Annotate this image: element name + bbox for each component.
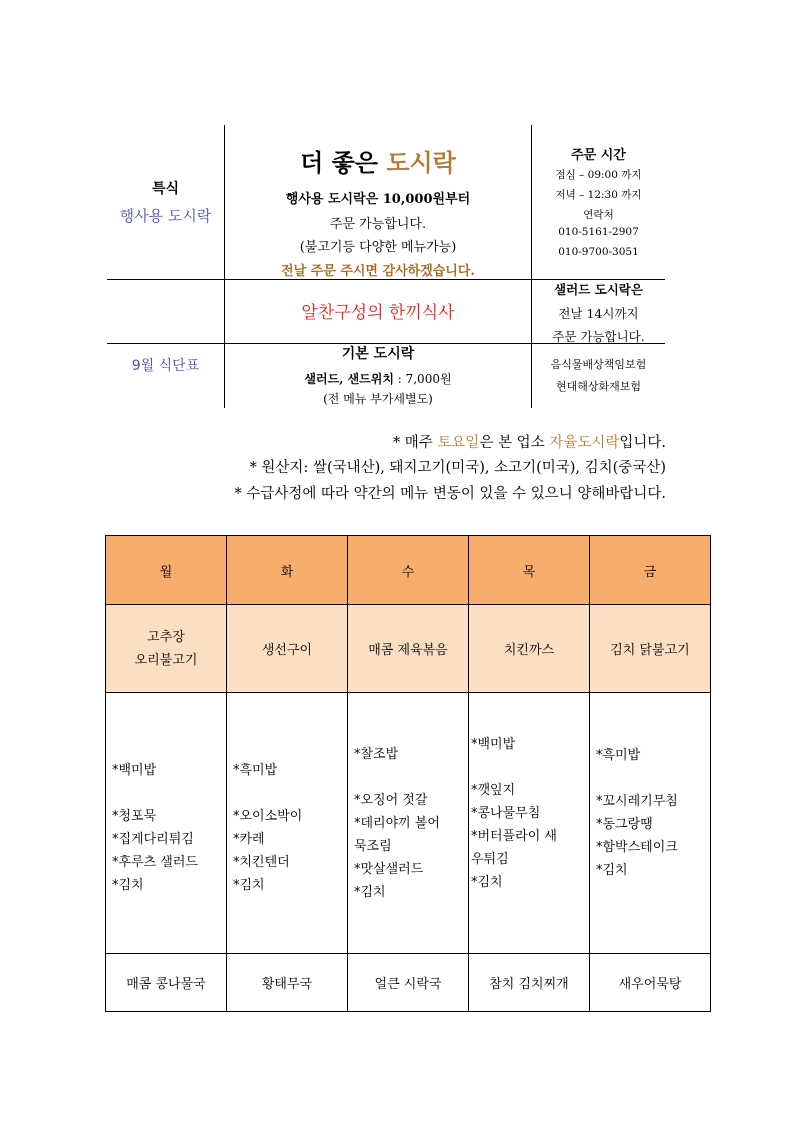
title-part2: 도시락 — [386, 148, 456, 177]
note1-pre: * 매주 — [392, 435, 438, 451]
phone-number-2: 010-9700-3051 — [558, 246, 639, 258]
side-item: *청포묵 — [112, 809, 157, 824]
sides-thursday — [469, 693, 590, 954]
side-item: *동그랑땡 — [596, 817, 653, 832]
side-item: *데리야끼 볼어 — [354, 815, 440, 831]
insurance-line2: 현대해상화재보험 — [555, 380, 641, 393]
side-item: *콩나물무침 — [471, 805, 541, 821]
side-item: *김치 — [354, 884, 386, 900]
soup-tuesday: 황태무국 — [227, 954, 348, 1012]
special-label: 특식 — [151, 181, 180, 197]
day-tuesday: 화 — [227, 536, 348, 605]
order-dinner-time: 저녁 – 12:30 까지 — [555, 189, 642, 201]
day-thursday: 목 — [469, 536, 590, 605]
side-item: *오이소박이 — [233, 809, 303, 824]
side-item: *집게다리튀김 — [112, 832, 194, 847]
side-item: *백미밥 — [471, 736, 516, 752]
note1-post: 입니다. — [619, 435, 666, 451]
note1-mid: 은 본 업소 — [479, 435, 550, 451]
month-menu-label: 9월 식단표 — [131, 358, 200, 374]
event-lunchbox-label: 행사용 도시락 — [119, 207, 212, 225]
note1-saturday: 토요일 — [437, 435, 480, 451]
side-dish-row — [106, 693, 711, 954]
sides-friday — [590, 693, 711, 954]
main-dish-row — [106, 605, 711, 693]
contact-label: 연락처 — [583, 209, 614, 221]
side-item: 우튀김 — [471, 851, 509, 867]
side-item: *김치 — [112, 878, 144, 893]
soup-thursday: 참치 김치찌개 — [469, 954, 590, 1012]
vat-note: (전 메뉴 부가세별도) — [323, 392, 433, 406]
order-lunch-time: 점심 – 09:00 까지 — [555, 169, 642, 181]
main-wednesday: 매콤 제육볶음 — [348, 605, 469, 693]
page-title — [224, 143, 532, 178]
side-item: *버터플라이 새 — [471, 828, 557, 844]
main-friday: 김치 닭불고기 — [590, 605, 711, 693]
weekly-menu-table — [105, 535, 711, 1012]
main-monday-line2: 오리불고기 — [134, 652, 198, 668]
side-item: *깻잎지 — [471, 782, 516, 798]
event-line2: 주문 가능합니다. — [329, 217, 427, 232]
event-line3: (불고기등 다양한 메뉴가능) — [299, 240, 457, 255]
day-wednesday: 수 — [348, 536, 469, 605]
salad-order-line1: 샐러드 도시락은 — [554, 282, 643, 297]
side-item: *함박스테이크 — [596, 840, 678, 855]
main-thursday: 치킨까스 — [469, 605, 590, 693]
soup-monday: 매콤 콩나물국 — [106, 954, 227, 1012]
basic-lunchbox-title: 기본 도시락 — [341, 346, 415, 362]
phone-number-1: 010-5161-2907 — [558, 226, 639, 238]
day-header-row — [106, 536, 711, 605]
note-origin: * 원산지: 쌀(국내산), 돼지고기(미국), 소고기(미국), 김치(중국산) — [249, 460, 666, 476]
side-item: *맛살샐러드 — [354, 861, 424, 877]
order-time-title: 주문 시간 — [571, 148, 626, 163]
side-item: *카레 — [233, 832, 265, 847]
slogan: 알찬구성의 한끼식사 — [301, 303, 455, 323]
note-menu-change: * 수급사정에 따라 약간의 메뉴 변동이 있을 수 있으니 양해바랍니다. — [234, 486, 666, 502]
event-line1: 행사용 도시락은 10,000원부터 — [285, 192, 471, 207]
side-item: *후루츠 샐러드 — [112, 855, 198, 870]
soup-wednesday: 얼큰 시락국 — [348, 954, 469, 1012]
basic-price-label: 샐러드, 샌드위치 — [304, 372, 394, 386]
soup-row — [106, 954, 711, 1012]
event-line4: 전날 주문 주시면 감사하겠습니다. — [281, 264, 475, 279]
side-item: *흑미밥 — [233, 763, 278, 778]
main-tuesday: 생선구이 — [227, 605, 348, 693]
side-item: *흑미밥 — [596, 748, 641, 763]
note1-self-lunchbox: 자율도시락 — [549, 435, 620, 451]
insurance-line1: 음식물배상책임보험 — [550, 358, 647, 371]
basic-lunchbox-price — [224, 370, 532, 387]
day-friday: 금 — [590, 536, 711, 605]
title-part1: 더 좋은 — [300, 148, 387, 177]
sides-wednesday — [348, 693, 469, 954]
side-item: *오징어 젓갈 — [354, 792, 428, 808]
soup-friday: 새우어묵탕 — [590, 954, 711, 1012]
side-item: *꼬시레기무침 — [596, 794, 678, 809]
salad-order-line3: 주문 가능합니다. — [552, 329, 645, 344]
side-item: *찰조밥 — [354, 746, 399, 762]
main-monday — [106, 605, 227, 693]
day-monday: 월 — [106, 536, 227, 605]
salad-order-line2: 전날 14시까지 — [558, 306, 639, 321]
side-item: *백미밥 — [112, 763, 157, 778]
basic-price-value: : 7,000원 — [393, 372, 452, 386]
note-saturday — [393, 431, 666, 452]
side-item: *김치 — [471, 874, 503, 890]
side-item: *김치 — [233, 878, 265, 893]
main-monday-line1: 고추장 — [147, 629, 185, 645]
side-item: *치킨텐더 — [233, 855, 290, 870]
side-item: 묵조림 — [354, 838, 392, 854]
sides-tuesday — [227, 693, 348, 954]
side-item: *김치 — [596, 863, 628, 878]
sides-monday — [106, 693, 227, 954]
